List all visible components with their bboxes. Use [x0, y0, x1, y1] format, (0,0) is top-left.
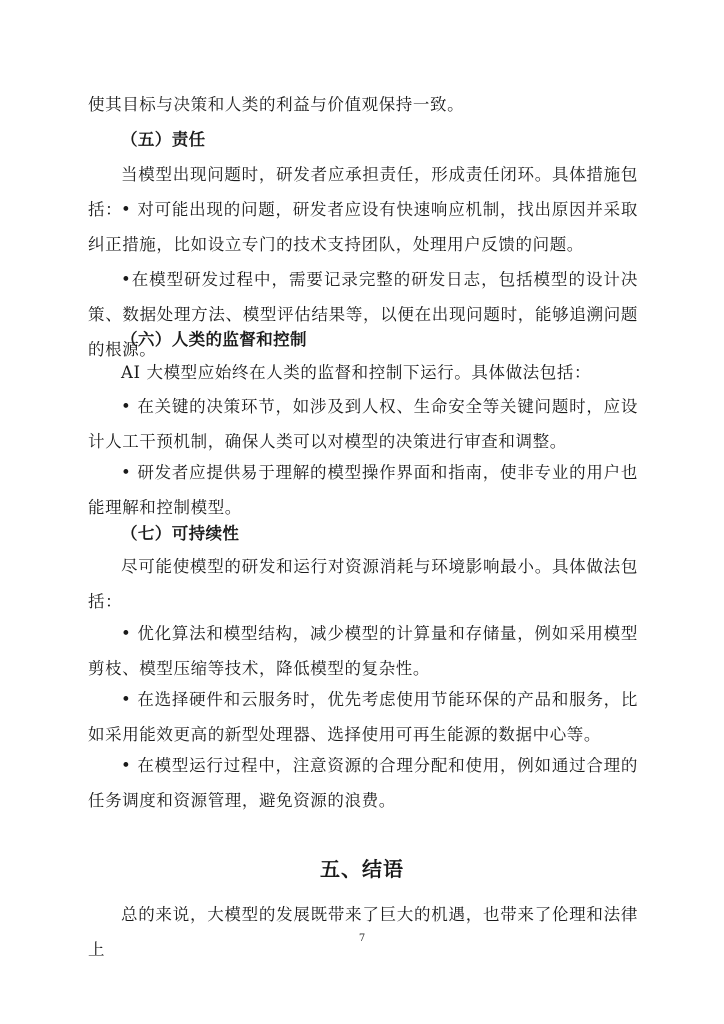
bullet-operation-interface: • 研发者应提供易于理解的模型操作界面和指南，使非专业的用户也能理解和控制模型。 — [88, 463, 638, 517]
paragraph-oversight-intro: AI 大模型应始终在人类的监督和控制下运行。具体做法包括： — [121, 363, 592, 382]
bullet-green-hardware: • 在选择硬件和云服务时，优先考虑使用节能环保的产品和服务，比如采用能效更高的新型处理器、选择使用可再生能源的数据中心等。 — [88, 690, 638, 744]
paragraph-continuation: 使其目标与决策和人类的利益与价值观保持一致。 — [88, 95, 465, 114]
paragraph-conclusion: 总的来说，大模型的发展既带来了巨大的机遇，也带来了伦理和法律上 — [88, 905, 638, 959]
paragraph-responsibility-intro: 当模型出现问题时，研发者应承担责任，形成责任闭环。具体措施包括： — [88, 165, 638, 219]
paragraph-sustainability-intro: 尽可能使模型的研发和运行对资源消耗与环境影响最小。具体做法包括： — [88, 557, 638, 611]
bullet-human-intervention: • 在关键的决策环节，如涉及到人权、生命安全等关键问题时，应设计人工干预机制，确保人类可以对模型的决策进行审查和调整。 — [88, 397, 638, 451]
page-number: 7 — [358, 933, 366, 944]
bullet-rapid-response: • 对可能出现的问题，研发者应设有快速响应机制，找出原因并采取纠正措施，比如设立专门的技术支持团队，处理用户反馈的问题。 — [88, 200, 638, 254]
heading-sustainability: （七）可持续性 — [121, 524, 240, 543]
bullet-optimize-algorithm: • 优化算法和模型结构，减少模型的计算量和存储量，例如采用模型剪枝、模型压缩等技术，降低模型的复杂性。 — [88, 624, 638, 678]
heading-human-oversight: （六）人类的监督和控制 — [121, 330, 307, 349]
bullet-dev-log: •在模型研发过程中，需要记录完整的研发日志，包括模型的设计决策、数据处理方法、模型评估结果等，以便在出现问题时，能够追溯问题的根源。 — [88, 270, 638, 359]
section-title-conclusion: 五、结语 — [320, 857, 404, 881]
bullet-resource-management: • 在模型运行过程中，注意资源的合理分配和使用，例如通过合理的任务调度和资源管理，避免资源的浪费。 — [88, 756, 638, 810]
heading-responsibility: （五）责任 — [121, 130, 206, 149]
